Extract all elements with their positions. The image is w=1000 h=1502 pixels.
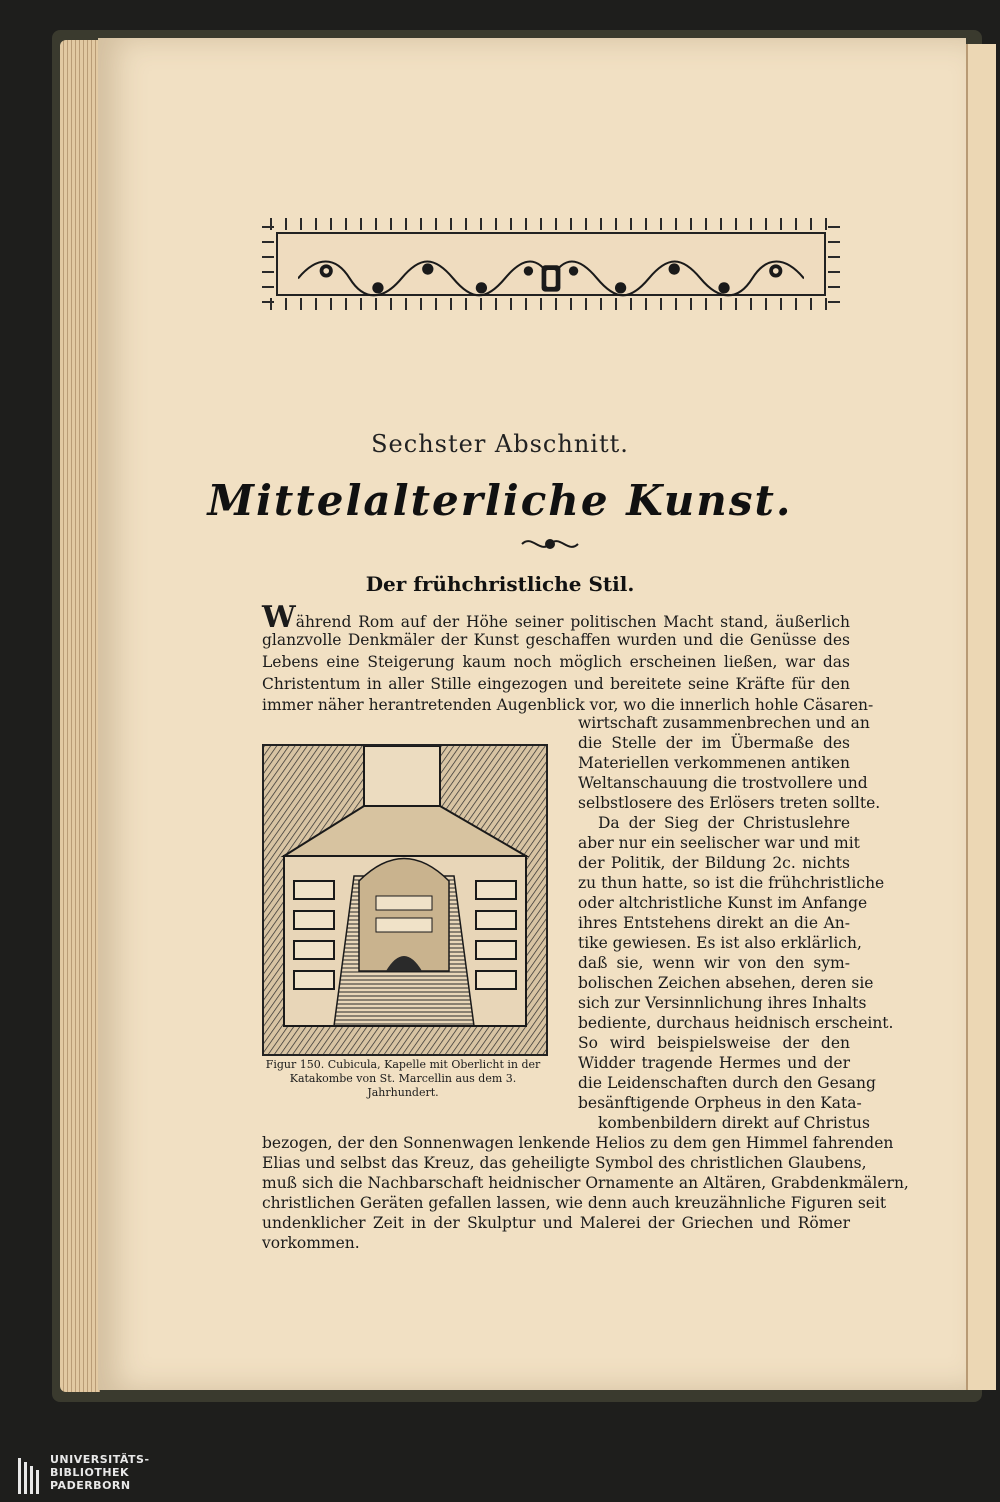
text-line: bezogen, der den Sonnenwagen lenkende Helios zu dem gen Himmel fahrenden bbox=[262, 1134, 894, 1152]
text-line: tike gewiesen. Es ist also erklärlich, bbox=[578, 934, 862, 952]
text-line: Da der Sieg der Christuslehre bbox=[598, 814, 850, 832]
flourish-ornament bbox=[520, 532, 580, 556]
vine-scroll-ornament bbox=[298, 254, 804, 303]
page-edges bbox=[60, 40, 100, 1392]
text-line: Widder tragende Hermes und der bbox=[578, 1054, 850, 1072]
text-line: Elias und selbst das Kreuz, das geheiligte Symbol des christlichen Glaubens, bbox=[262, 1154, 867, 1172]
text-line: Materiellen verkommenen antiken bbox=[578, 754, 850, 772]
ornament-top-ticks bbox=[262, 218, 840, 230]
text-line: die Stelle der im Übermaße des bbox=[578, 734, 850, 752]
chapter-title: Mittelalterliche Kunst. bbox=[207, 476, 793, 525]
text-line: immer näher herantretenden Augenblick vor, wo die innerlich hohle Cäsaren- bbox=[262, 696, 874, 714]
text-line: wirtschaft zusammenbrechen und an bbox=[578, 714, 870, 732]
text-line: sich zur Versinnlichung ihres Inhalts bbox=[578, 994, 867, 1012]
section-number-heading: Sechster Abschnitt. bbox=[371, 430, 629, 458]
catacomb-engraving bbox=[264, 746, 546, 1054]
text-line: aber nur ein seelischer war und mit bbox=[578, 834, 860, 852]
text-line: die Leidenschaften durch den Gesang bbox=[578, 1074, 876, 1092]
library-name-line3: PADERBORN bbox=[50, 1479, 131, 1492]
text-line: Christentum in aller Stille eingezogen und bereitete seine Kräfte für den bbox=[262, 675, 850, 693]
footer-bar bbox=[0, 1452, 1000, 1502]
text-line: vorkommen. bbox=[262, 1234, 360, 1252]
text-line: zu thun hatte, so ist die frühchristliche bbox=[578, 874, 885, 892]
ornamental-header-band bbox=[262, 218, 840, 310]
text-line: kombenbildern direkt auf Christus bbox=[598, 1114, 870, 1132]
ornament-right-ticks bbox=[828, 218, 840, 310]
section-title: Der frühchristliche Stil. bbox=[365, 572, 635, 596]
text-line: ihres Entstehens direkt an die An- bbox=[578, 914, 850, 932]
ornament-left-ticks bbox=[262, 218, 274, 310]
text-line: muß sich die Nachbarschaft heidnischer Ornamente an Altären, Grabdenkmälern, bbox=[262, 1174, 909, 1192]
library-name-line1: UNIVERSITÄTS- bbox=[50, 1453, 150, 1466]
text-line: glanzvolle Denkmäler der Kunst geschaffen wurden und die Genüsse des bbox=[262, 631, 850, 649]
facing-page-edge bbox=[966, 44, 996, 1390]
text-line: undenklicher Zeit in der Skulptur und Malerei der Griechen und Römer bbox=[262, 1214, 850, 1232]
text-line: bediente, durchaus heidnisch erscheint. bbox=[578, 1014, 894, 1032]
text-line: selbstlosere des Erlösers treten sollte. bbox=[578, 794, 881, 812]
figure-caption-line1: Figur 150. Cubicula, Kapelle mit Oberlicht in der bbox=[265, 1058, 541, 1071]
text-line: So wird beispielsweise der den bbox=[578, 1034, 850, 1052]
text-line: daß sie, wenn wir von den sym- bbox=[578, 954, 850, 972]
text-line: oder altchristliche Kunst im Anfange bbox=[578, 894, 868, 912]
library-logo-icon bbox=[18, 1456, 44, 1496]
text-line: bolischen Zeichen absehen, deren sie bbox=[578, 974, 874, 992]
figure-caption-line2: Katakombe von St. Marcellin aus dem 3. Jahrhundert. bbox=[289, 1072, 517, 1099]
text-line: Lebens eine Steigerung kaum noch möglich erscheinen ließen, war das bbox=[262, 653, 850, 671]
catacomb-illustration bbox=[262, 744, 548, 1056]
text-line: besänftigende Orpheus in den Kata- bbox=[578, 1094, 862, 1112]
text-line: Während Rom auf der Höhe seiner politischen Macht stand, äußerlich bbox=[262, 600, 850, 635]
text-line: christlichen Geräten gefallen lassen, wie denn auch kreuzähnliche Figuren seit bbox=[262, 1194, 887, 1212]
ornament-frame bbox=[276, 232, 826, 296]
text-line: der Politik, der Bildung 2c. nichts bbox=[578, 854, 850, 872]
library-name bbox=[50, 1453, 150, 1492]
library-name-line2: BIBLIOTHEK bbox=[50, 1466, 130, 1479]
drop-cap: W bbox=[262, 600, 296, 635]
text-line: Weltanschauung die trostvollere und bbox=[578, 774, 868, 792]
